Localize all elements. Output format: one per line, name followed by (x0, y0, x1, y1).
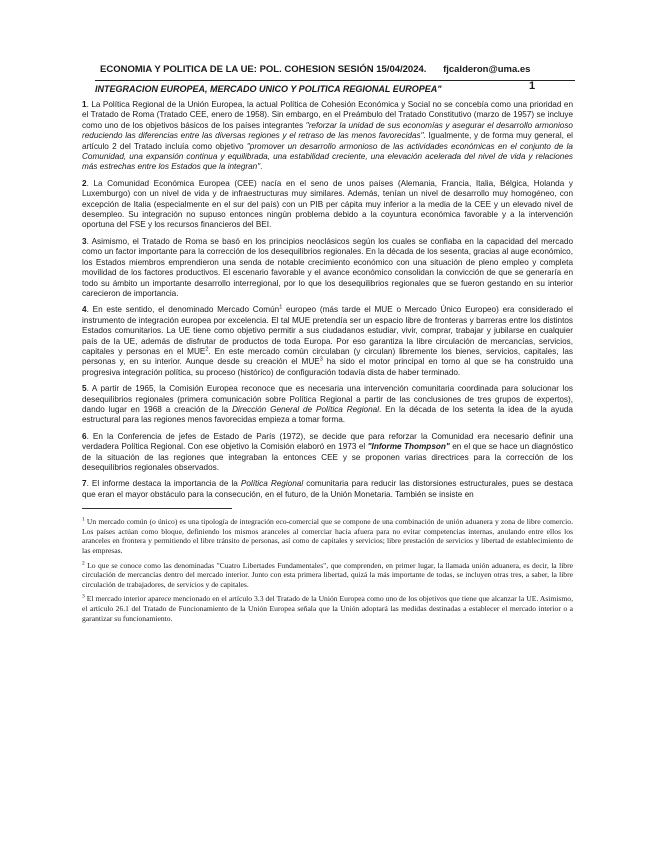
footnote-3: $^3$ El mercado interior aparece mencionado en el artículo 3.3 del Tratado de la Unión Europea como uno de los objetivos que tiene que alcanzar la UE. Asimismo, el artículo 26.1 del Tratado de Funcionamiento de la Unión Europea señala que la Unión adoptará las medidas destinadas a establecer el mercado interior o a garantizar su funcionamiento. (82, 593, 573, 623)
paragraph-1: 1. La Política Regional de la Unión Europea, la actual Política de Cohesión Económica y Social no se concebía como una prioridad en el Tratado de Roma (Tratado CEE, enero de 1958). Sin embargo, en el Preámbulo del Tratado Constitutivo (marzo de 1957) se incluye como uno de los objetivos básicos de los países integrantes "reforzar la unidad de sus economías y asegurar el desarrollo armonioso reduciendo las diferencias entre las diversas regiones y el retraso de las menos favorecidas". Igualmente, y de forma muy general, el artículo 2 del Tratado incluía como objetivo "promover un desarrollo armonioso de las actividades económicas en el conjunto de la Comunidad, una expansión continua y equilibrada, una estabilidad creciente, una elevación acelerada del nivel de vida y relaciones más estrechas entre los Estados que la integran". (82, 100, 573, 172)
footnote-ref-2: 2 (205, 346, 209, 353)
footnote-divider (82, 508, 232, 509)
paragraph-6: 6. En la Conferencia de jefes de Estado de París (1972), se decide que para reforzar la Comunidad era necesario definir una verdadera Política Regional. Con ese objetivo la Comisión elaboró en 1973 el "Informe Thompson" en el que se hace un diagnóstico de la situación de las regiones que integraban la entonces CEE y se proponen varias directrices para la corrección de los desequilibrios regionales observados. (82, 431, 573, 472)
paragraph-7: 7. El informe destaca la importancia de la Política Regional comunitaria para reducir las distorsiones estructurales, pues se destaca que eran el mayor obstáculo para la consecución, en el futuro, de la Unión Monetaria. También se insiste en (82, 479, 573, 499)
paragraph-5: 5. A partir de 1965, la Comisión Europea reconoce que es necesaria una intervención comunitaria coordinada para solucionar los desequilibrios regionales (primera comunicación sobre Política Regional a partir de las conclusiones de tres grupos de expertos), dando lugar en 1968 a creación de la Dirección General de Política Regional. En la década de los setenta la idea de la ayuda estructural para las regiones menos favorecidas empieza a tomar forma. (82, 384, 573, 425)
document-subtitle: INTEGRACION EUROPEA, MERCADO UNICO Y POLITICA REGIONAL EUROPEA" (95, 80, 575, 94)
footnote-ref-3: 3 (319, 356, 323, 363)
paragraph-4: 4. En este sentido, el denominado Mercado Común$^1$ europeo (más tarde el MUE o Mercado Único Europeo) era considerado el instrumento de integración europea por excelencia. El tal MUE pretendía ser un espacio libre de fronteras y barreras entre los distintos Estados comunitarios. La UE tiene como objetivo permitir a sus ciudadanos estudiar, vivir, comprar, trabajar y jubilarse en cualquier país de la UE, además de disfrutar de productos de toda Europa. Por eso garantiza la libre circulación de mercancías, servicios, capitales y personas en el MUE$^2$. En este mercado común circulaban (y circulan) libremente los bienes, servicios, capitales, las personas y, en su interior. Aunque desde su creación el MUE$^3$ ha sido el motor principal en torno al que se ha construido una progresiva integración política, su proceso (histórico) de configuración todavía dista de haber terminado. (82, 304, 574, 377)
page-number: 1 (529, 80, 536, 92)
document-body (82, 100, 573, 628)
paragraph-2: 2. La Comunidad Económica Europea (CEE) nacía en el seno de unos países (Alemania, Francia, Italia, Bélgica, Holanda y Luxemburgo) con un nivel de vida y de infraestructuras muy similares. Además, tenían un nivel de desarrollo muy homogéneo, con excepción de Italia (especialmente en el sur del país) con un PIB per cápita muy inferior a la media de la CEE y un elevado nivel de desempleo. Su integración no supuso entonces ningún problema debido a la coyuntura económica favorable y a la intervención oportuna del FSE y los recursos financieros del BEI. (82, 178, 573, 230)
page-header (100, 64, 570, 75)
course-title: ECONOMIA Y POLITICA DE LA UE: POL. COHESION SESIÓN 15/04/2024. (100, 64, 427, 75)
footnote-1: $^1$ Un mercado común (o único) es una tipología de integración eco-comercial que se compone de una combinación de unión aduanera y zona de libre comercio. Los países actúan como bloque, definiendo los mismos aranceles al comerciar hacia afuera para no evitar competencias internas, anulando entre ellos los aranceles en frontera y permitiendo el libre tránsito de personas, así como de capitales y servicios; libre prestación de servicios y libertad de establecimiento de las empresas. (82, 516, 573, 555)
paragraph-3: 3. Asimismo, el Tratado de Roma se basó en los principios neoclásicos según los cuales se confiaba en la capacidad del mercado como un factor importante para la corrección de los desequilibrios regionales. En la década de los sesenta, gracias al auge económico, los Estados miembros emprendieron una senda de notable crecimiento económico con una situación de pleno empleo y completa movilidad de los factores productivos. El escenario favorable y el avance económico consolidan la convicción de que se generaría en todo su ámbito un importante desarrollo interregional, por lo que los desequilibrios regionales que se fueron gestando en su interior carecieron de importancia. (82, 236, 573, 298)
footnote-ref-1: 1 (279, 304, 283, 311)
footnote-2: $^2$ Lo que se conoce como las denominadas "Cuatro Libertades Fundamentales", que comprenden, en primer lugar, la llamada unión aduanera, es decir, la libre circulación de mercancías dentro del mercado interior. Junto con esta primera libertad, quizá la más importante de todas, se incluyen otras tres, a saber, la libre circulación de trabajadores, de servicios y de capitales. (82, 560, 573, 589)
author-email: fjcalderon@uma.es (443, 64, 531, 75)
